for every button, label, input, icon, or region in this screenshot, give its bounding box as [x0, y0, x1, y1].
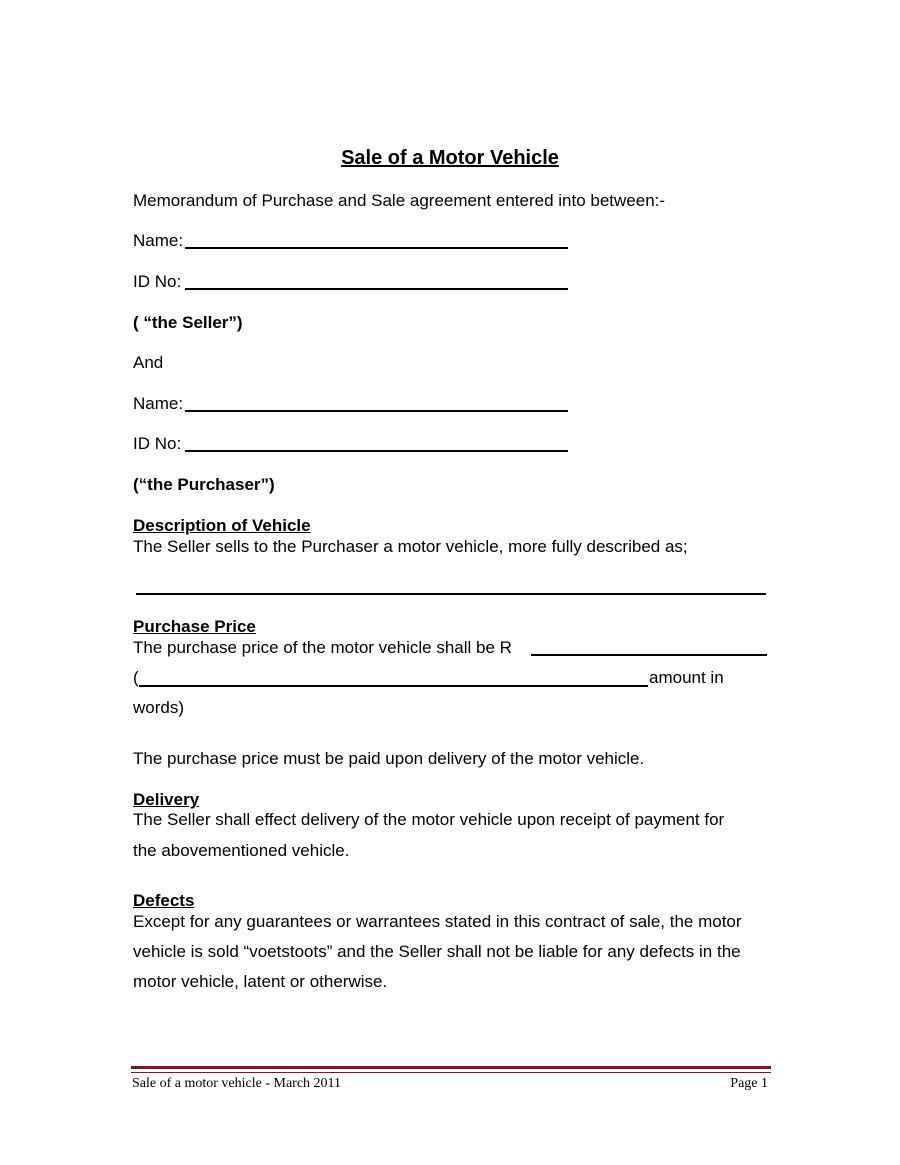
document-title: Sale of a Motor Vehicle: [341, 147, 559, 169]
seller-name-field[interactable]: [185, 247, 568, 249]
defects-text-line2: vehicle is sold “voetstoots” and the Seller shall not be liable for any defects in the: [133, 942, 741, 961]
page-number: Page 1: [730, 1076, 768, 1091]
footer-rule-thin: [131, 1072, 771, 1073]
delivery-text-line1: The Seller shall effect delivery of the motor vehicle upon receipt of payment for: [133, 810, 725, 829]
purchaser-name-field[interactable]: [185, 410, 568, 412]
defects-heading: Defects: [133, 891, 195, 910]
seller-id-label: ID No:: [133, 272, 182, 291]
footer-rule: [131, 1066, 771, 1069]
defects-text-line1: Except for any guarantees or warrantees stated in this contract of sale, the motor: [133, 912, 742, 931]
price-heading: Purchase Price: [133, 617, 256, 636]
amount-in-label: amount in: [649, 668, 724, 687]
words-label: words): [133, 698, 185, 717]
delivery-text-line2: the abovementioned vehicle.: [133, 841, 350, 860]
price-words-field[interactable]: [139, 685, 648, 687]
seller-id-field[interactable]: [185, 288, 568, 290]
seller-designation: ( “the Seller”): [133, 313, 243, 332]
footer-left: Sale of a motor vehicle - March 2011: [132, 1076, 342, 1091]
description-text: The Seller sells to the Purchaser a motor vehicle, more fully described as;: [133, 537, 688, 556]
payment-note: The purchase price must be paid upon delivery of the motor vehicle.: [133, 749, 645, 768]
price-line: The purchase price of the motor vehicle shall be R: [133, 638, 512, 657]
open-paren: (: [133, 668, 139, 687]
purchaser-name-label: Name:: [133, 394, 184, 413]
seller-name-label: Name:: [133, 231, 184, 250]
price-amount-field[interactable]: [531, 654, 767, 656]
intro-text: Memorandum of Purchase and Sale agreement entered into between:-: [133, 191, 666, 210]
delivery-heading: Delivery: [133, 790, 200, 809]
and-label: And: [133, 353, 164, 372]
purchaser-id-field[interactable]: [185, 450, 568, 452]
description-heading: Description of Vehicle: [133, 516, 311, 535]
purchaser-id-label: ID No:: [133, 434, 182, 453]
purchaser-designation: (“the Purchaser”): [133, 475, 275, 494]
defects-text-line3: motor vehicle, latent or otherwise.: [133, 972, 388, 991]
vehicle-description-field[interactable]: [136, 593, 766, 595]
